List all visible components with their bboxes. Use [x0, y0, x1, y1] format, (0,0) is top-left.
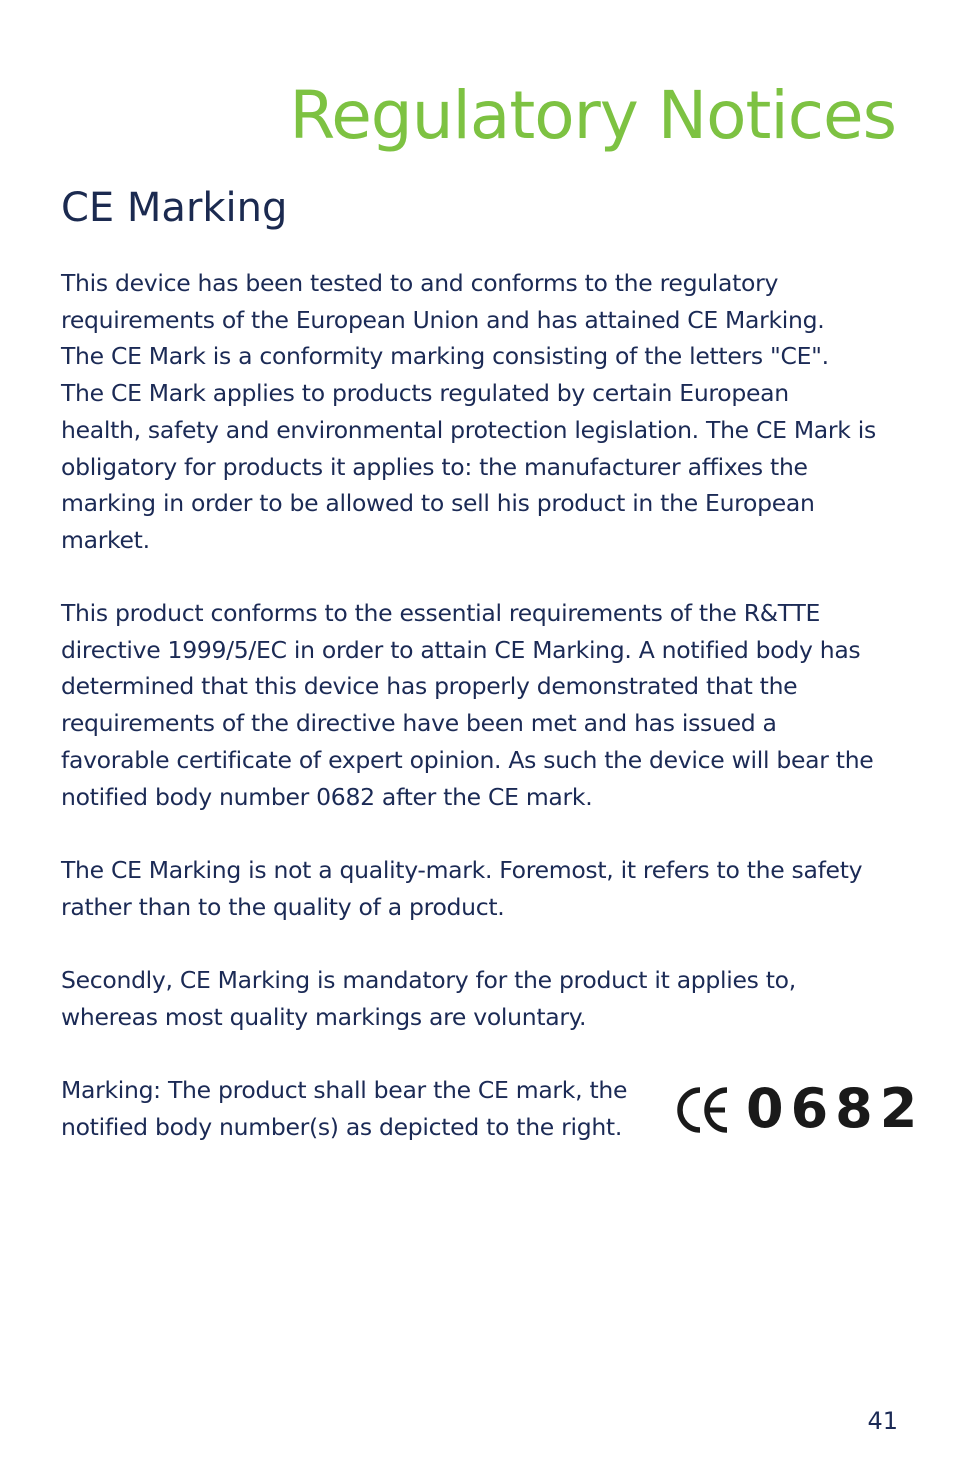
text-line: requirements of the directive have been met and has issued a [61, 709, 777, 738]
section-heading-ce-marking: CE Marking [61, 185, 288, 231]
text-line: The CE Mark applies to products regulated by certain European [61, 379, 789, 408]
paragraph-mandatory [61, 962, 906, 1035]
text-line: market. [61, 525, 150, 554]
text-line: The CE Marking is not a quality-mark. Foremost, it refers to the safety [61, 856, 863, 884]
text-line: This product conforms to the essential requirements of the R&TTE [61, 599, 821, 627]
page-number: 41 [867, 1407, 898, 1435]
text-line: This device has been tested to and conforms to the regulatory [61, 269, 779, 297]
text-line: marking in order to be allowed to sell his product in the European [61, 489, 815, 518]
text-line: health, safety and environmental protection legislation. The CE Mark is [61, 415, 876, 444]
text-line: whereas most quality markings are voluntary. [61, 1002, 587, 1031]
page-title: Regulatory Notices [289, 77, 896, 154]
paragraph-marking [61, 1072, 661, 1145]
text-line: Secondly, CE Marking is mandatory for the product it applies to, [61, 966, 796, 994]
notified-body-number: 0682 [746, 1077, 925, 1140]
text-line: Marking: The product shall bear the CE mark, the [61, 1076, 628, 1104]
text-line: directive 1999/5/EC in order to attain CE Marking. A notified body has [61, 635, 861, 664]
text-line: favorable certificate of expert opinion. As such the device will bear the [61, 745, 874, 774]
text-line: determined that this device has properly demonstrated that the [61, 672, 798, 701]
text-line: requirements of the European Union and has attained CE Marking. [61, 305, 825, 334]
text-line: notified body number 0682 after the CE mark. [61, 782, 593, 811]
paragraph-not-quality-mark [61, 852, 906, 925]
text-line: The CE Mark is a conformity marking consisting of the letters "CE". [61, 342, 829, 371]
text-line: notified body number(s) as depicted to the right. [61, 1112, 623, 1141]
text-line: rather than to the quality of a product. [61, 892, 505, 921]
text-line: obligatory for products it applies to: the manufacturer affixes the [61, 452, 808, 481]
paragraph-rtte-directive [61, 595, 906, 815]
paragraph-ce-conformity [61, 265, 906, 559]
